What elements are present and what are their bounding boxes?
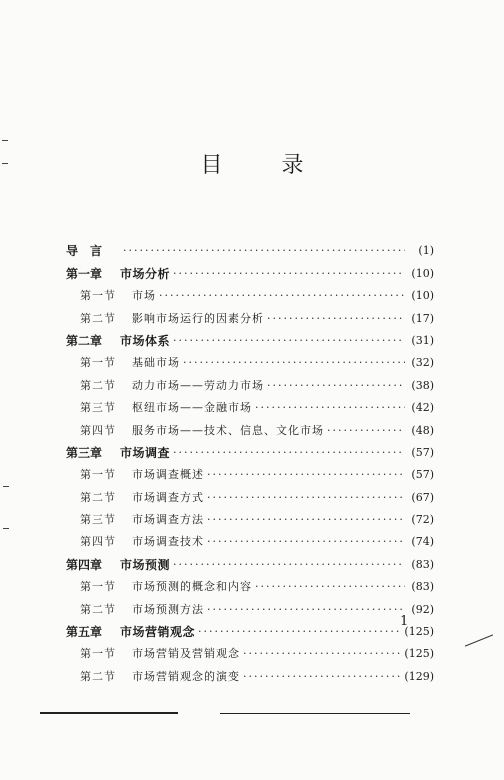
toc-section-row bbox=[66, 572, 434, 594]
toc-entry-number: 第一章 bbox=[66, 266, 103, 281]
toc-entry-title: 枢纽市场——金融市场 bbox=[132, 401, 252, 415]
dot-leader bbox=[207, 491, 405, 505]
dot-leader bbox=[183, 356, 405, 370]
toc-section-row bbox=[66, 639, 434, 661]
toc-entry-title: 动力市场——劳动力市场 bbox=[132, 378, 264, 392]
toc-entry-page: (57) bbox=[411, 468, 434, 482]
toc-entry-title: 市场营销观念 bbox=[120, 625, 196, 640]
toc-entry-page: (57) bbox=[411, 445, 434, 459]
toc-entry-title: 市场调查技术 bbox=[132, 535, 204, 549]
toc-entry-page: (83) bbox=[411, 557, 434, 571]
toc-entry-page: (42) bbox=[411, 401, 434, 415]
dot-leader bbox=[327, 424, 405, 438]
dot-leader bbox=[173, 334, 405, 348]
toc-entry-title: 市场预测方法 bbox=[132, 602, 204, 616]
toc-section-row bbox=[66, 281, 434, 303]
toc-section-row bbox=[66, 661, 434, 683]
toc-entry-number: 第一节 bbox=[80, 647, 116, 661]
dot-leader bbox=[207, 603, 405, 617]
toc-entry-number: 第四章 bbox=[66, 557, 103, 572]
toc-entry-number: 第二节 bbox=[80, 311, 116, 325]
toc-entry-page: (17) bbox=[411, 311, 434, 325]
toc-entry-page: (1) bbox=[418, 244, 434, 258]
toc-entry-number: 第一节 bbox=[80, 468, 116, 482]
toc-chapter-row bbox=[66, 236, 434, 258]
toc-chapter-row bbox=[66, 617, 434, 639]
dot-leader bbox=[173, 267, 405, 281]
toc-chapter-row bbox=[66, 438, 434, 460]
toc-entry-number: 第一节 bbox=[80, 580, 116, 594]
page-number: 1 bbox=[400, 614, 409, 629]
toc-entry-page: (72) bbox=[411, 513, 434, 527]
toc-section-row bbox=[66, 482, 434, 504]
toc-entry-title: 市场调查 bbox=[120, 445, 171, 460]
dot-leader bbox=[173, 446, 405, 460]
dot-leader bbox=[198, 625, 401, 639]
dot-leader bbox=[207, 468, 405, 482]
toc-entry-number: 第五章 bbox=[66, 625, 103, 640]
toc-entry-number: 第二章 bbox=[66, 333, 103, 348]
toc-entry-title: 基础市场 bbox=[132, 356, 180, 370]
toc-entry-number: 第三节 bbox=[80, 401, 116, 415]
dot-leader bbox=[159, 289, 405, 303]
toc-entry-number: 第一节 bbox=[80, 289, 116, 303]
toc-entry-page: (125) bbox=[404, 647, 434, 661]
toc-chapter-row bbox=[66, 549, 434, 571]
dot-leader bbox=[207, 535, 405, 549]
toc-entry-title: 市场调查概述 bbox=[132, 468, 204, 482]
toc-entry-title: 市场营销及营销观念 bbox=[132, 647, 240, 661]
toc-entry-title: 市场预测的概念和内容 bbox=[132, 580, 252, 594]
toc-entry-title: 市场调查方法 bbox=[132, 513, 204, 527]
toc-entry-page: (125) bbox=[404, 625, 434, 639]
toc-entry-number: 第二节 bbox=[80, 490, 116, 504]
toc-section-row bbox=[66, 460, 434, 482]
toc-entry-number: 第四节 bbox=[80, 535, 116, 549]
dot-leader bbox=[123, 244, 405, 258]
edge-mark bbox=[3, 486, 9, 487]
toc-entry-page: (10) bbox=[411, 289, 434, 303]
toc-chapter-row bbox=[66, 258, 434, 280]
toc-entry-page: (31) bbox=[411, 333, 434, 347]
toc-entry-page: (74) bbox=[411, 535, 434, 549]
dot-leader bbox=[173, 558, 405, 572]
toc-entry-number: 导 言 bbox=[66, 244, 103, 259]
toc-entry-page: (38) bbox=[411, 378, 434, 392]
toc-section-row bbox=[66, 370, 434, 392]
toc-entry-page: (32) bbox=[411, 356, 434, 370]
page-title: 目 录 bbox=[200, 153, 330, 178]
toc-entry-title: 影响市场运行的因素分析 bbox=[132, 311, 264, 325]
pen-stroke bbox=[465, 634, 493, 646]
toc-entry-number: 第三节 bbox=[80, 513, 116, 527]
toc-section-row bbox=[66, 505, 434, 527]
toc-entry-page: (48) bbox=[411, 423, 434, 437]
toc-section-row bbox=[66, 415, 434, 437]
toc-entry-page: (67) bbox=[411, 490, 434, 504]
scan-line bbox=[40, 712, 178, 714]
toc-entry-number: 第一节 bbox=[80, 356, 116, 370]
toc-entry-title: 市场调查方式 bbox=[132, 490, 204, 504]
dot-leader bbox=[255, 580, 405, 594]
scan-line bbox=[220, 713, 410, 714]
toc-entry-title: 服务市场——技术、信息、文化市场 bbox=[132, 423, 324, 437]
table-of-contents bbox=[66, 236, 434, 684]
dot-leader bbox=[207, 513, 405, 527]
toc-entry-number: 第四节 bbox=[80, 423, 116, 437]
toc-entry-page: (92) bbox=[411, 602, 434, 616]
toc-entry-page: (83) bbox=[411, 580, 434, 594]
dot-leader bbox=[267, 312, 405, 326]
dot-leader bbox=[243, 670, 401, 684]
toc-entry-title: 市场分析 bbox=[120, 266, 171, 281]
toc-entry-number: 第二节 bbox=[80, 669, 116, 683]
edge-mark bbox=[2, 163, 8, 164]
edge-mark bbox=[2, 140, 8, 141]
toc-entry-page: (10) bbox=[411, 266, 434, 280]
toc-entry-title: 市场营销观念的演变 bbox=[132, 669, 240, 683]
edge-mark bbox=[3, 528, 9, 529]
toc-entry-number: 第二节 bbox=[80, 378, 116, 392]
toc-section-row bbox=[66, 527, 434, 549]
toc-section-row bbox=[66, 594, 434, 616]
toc-section-row bbox=[66, 348, 434, 370]
dot-leader bbox=[243, 647, 401, 661]
toc-entry-page: (129) bbox=[404, 669, 434, 683]
toc-entry-title: 市场预测 bbox=[120, 557, 171, 572]
toc-entry-title: 市场 bbox=[132, 289, 156, 303]
toc-entry-number: 第三章 bbox=[66, 445, 103, 460]
dot-leader bbox=[255, 401, 405, 415]
toc-entry-title: 市场体系 bbox=[120, 333, 171, 348]
toc-section-row bbox=[66, 393, 434, 415]
toc-section-row bbox=[66, 303, 434, 325]
dot-leader bbox=[267, 379, 405, 393]
toc-entry-number: 第二节 bbox=[80, 602, 116, 616]
toc-chapter-row bbox=[66, 326, 434, 348]
